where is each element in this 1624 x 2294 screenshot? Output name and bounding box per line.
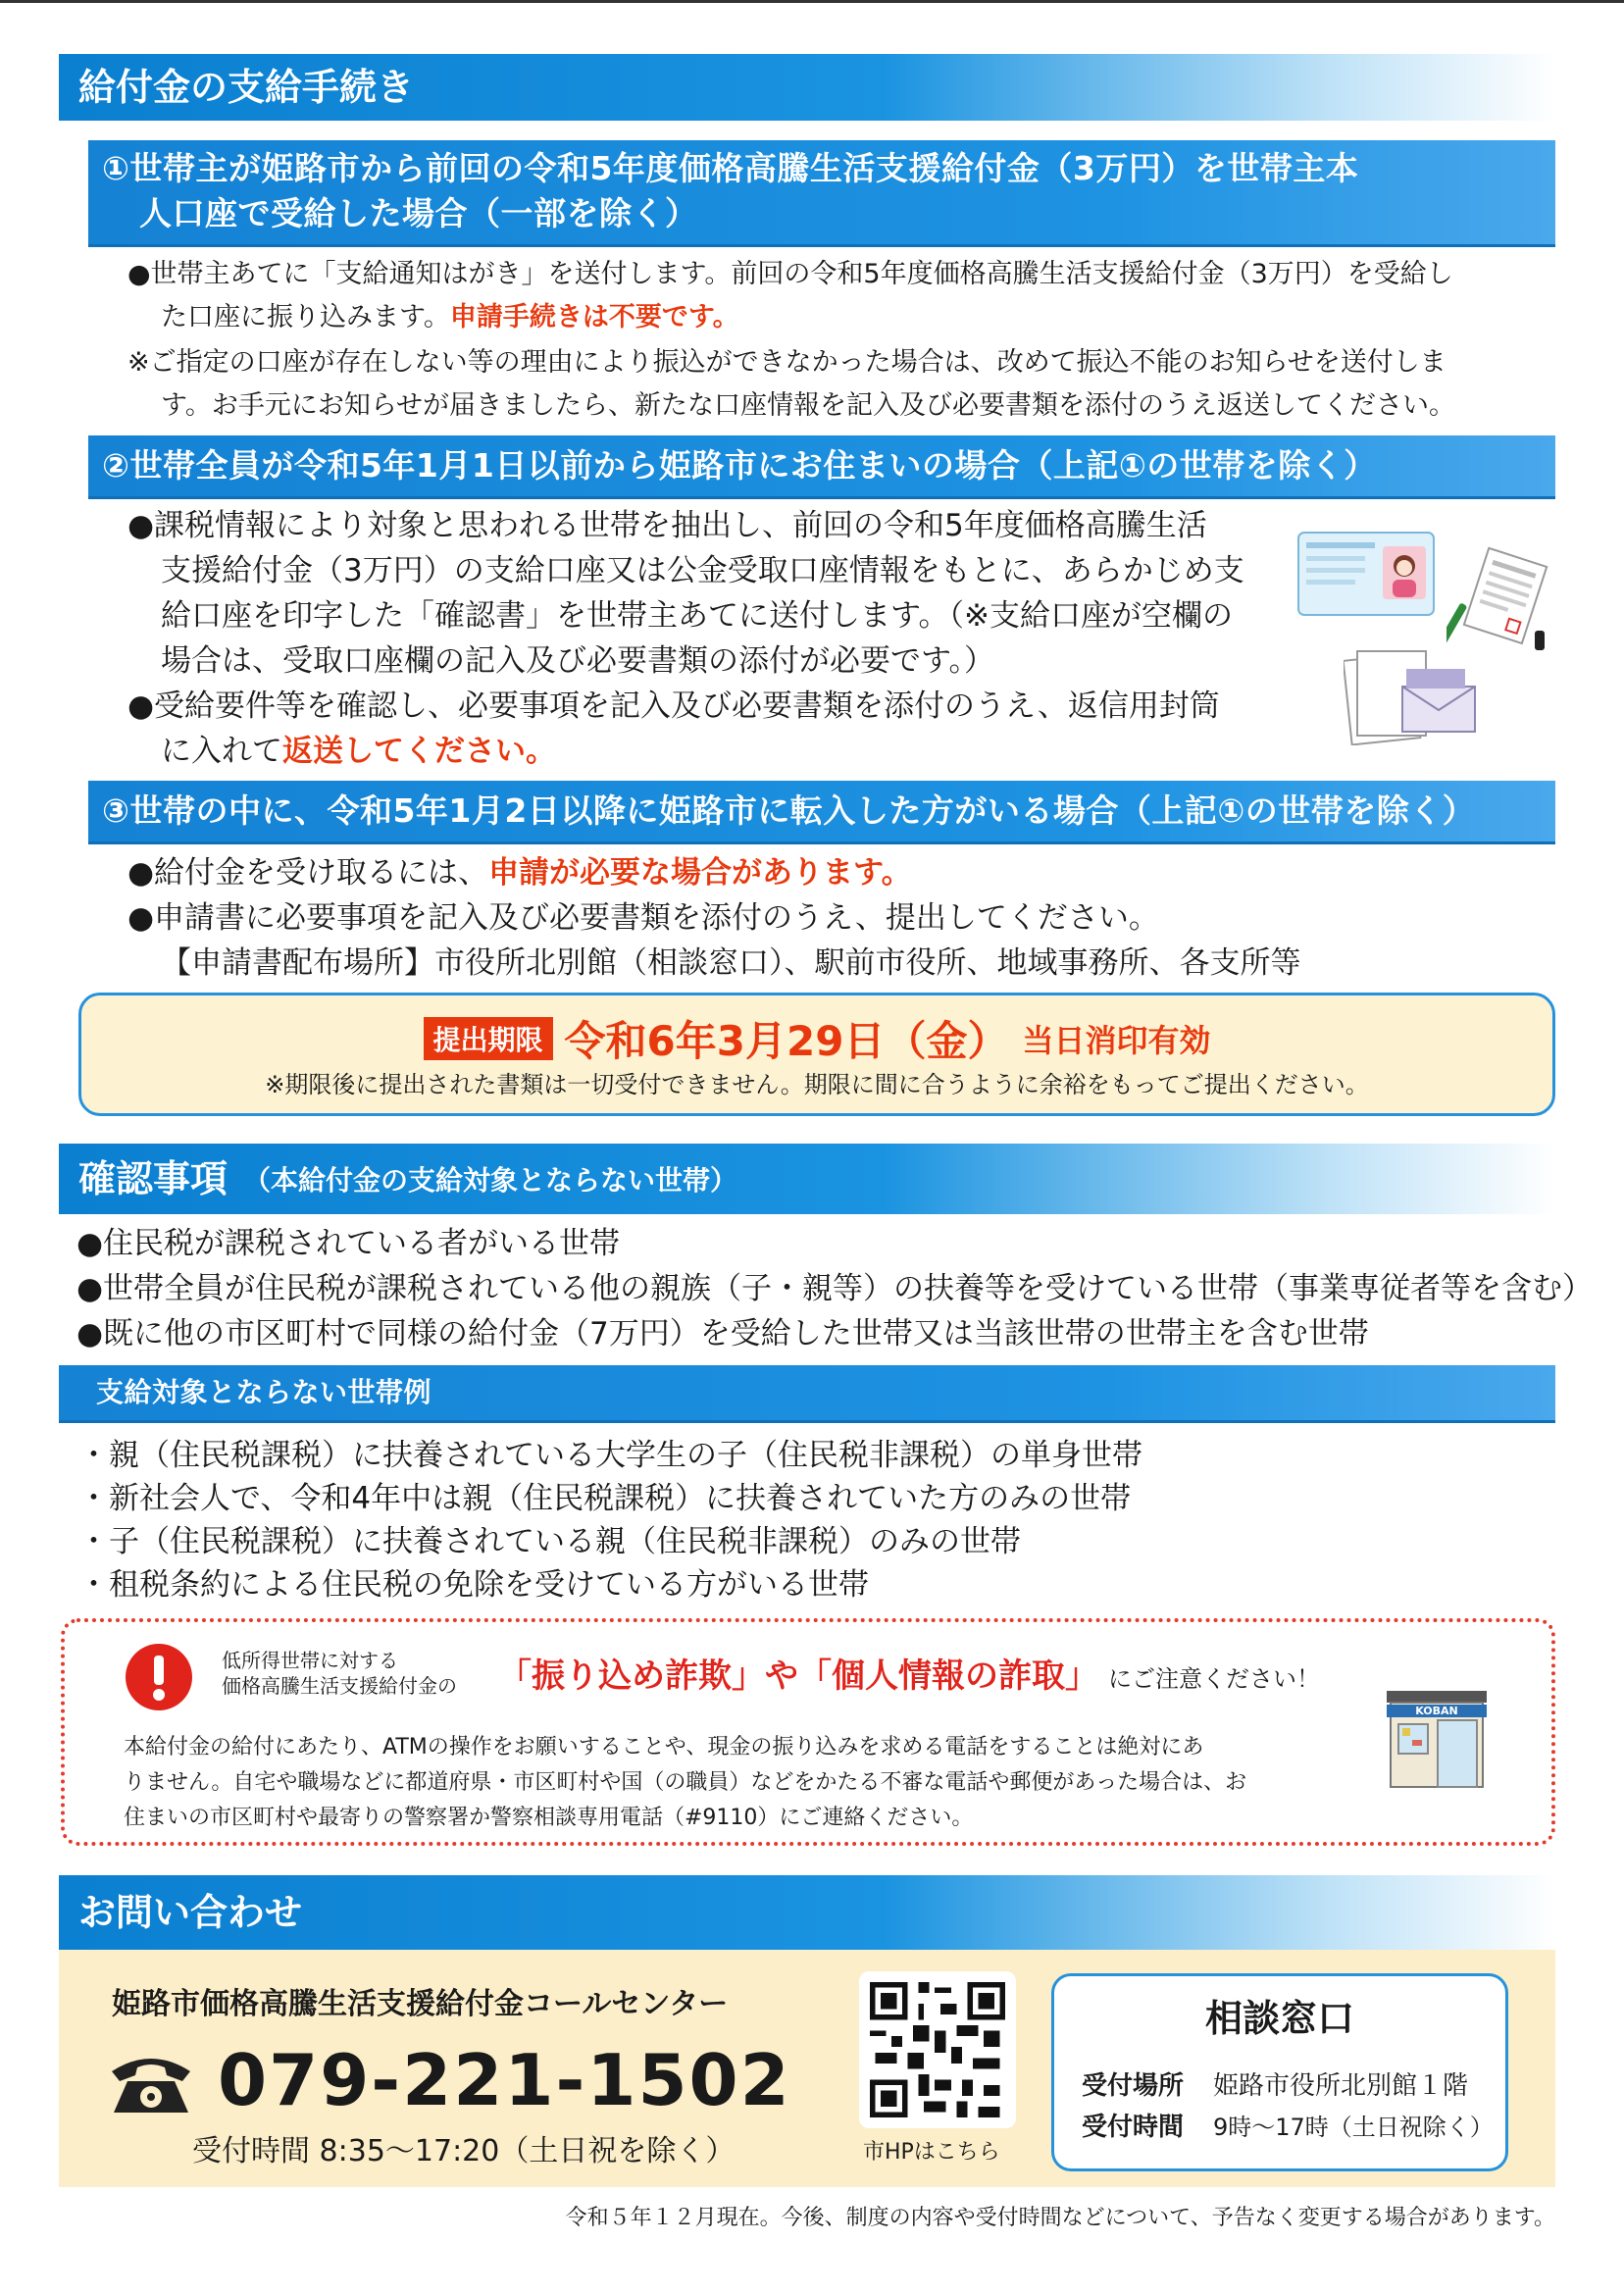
confirm-heading xyxy=(59,1144,1555,1214)
deadline-date: 令和6年3月29日（金） xyxy=(564,1017,1009,1065)
case3-line1 xyxy=(127,851,912,894)
fraud-body-3: 住まいの市区町村や最寄りの警察署か警察相談専用電話（#9110）にご連絡ください。 xyxy=(124,1806,974,1830)
place-label: 受付場所 xyxy=(1082,2071,1185,2101)
case2-line3: 給口座を印字した「確認書」を世帯主あてに送付します。（※支給口座が空欄の xyxy=(161,598,1233,634)
example-3: ・子（住民税課税）に扶養されている親（住民税非課税）のみの世帯 xyxy=(78,1524,1021,1559)
case2-line6-text: に入れて xyxy=(161,734,282,769)
case2-title xyxy=(88,435,1555,499)
case3-line1-text: ●給付金を受け取るには、 xyxy=(127,855,489,891)
exclamation-icon xyxy=(124,1642,194,1712)
consultation-window-box xyxy=(1051,1973,1508,2171)
id-card-illustration xyxy=(1294,525,1442,623)
place-value: 姫路市役所北別館１階 xyxy=(1213,2071,1469,2101)
case2-line6 xyxy=(161,730,556,773)
confirm-item-3: ●既に他の市区町村で同様の給付金（7万円）を受給した世帯又は当該世帯の世帯主を含む世帯 xyxy=(76,1316,1369,1351)
case1-note1: ※ご指定の口座が存在しない等の理由により振込ができなかった場合は、改めて振込不能のお知らせを送付しま xyxy=(127,347,1446,378)
time-label: 受付時間 xyxy=(1082,2113,1185,2142)
confirm-heading-text: 確認事項 xyxy=(78,1157,228,1200)
case1-line1: ●世帯主あてに「支給通知はがき」を送付します。前回の令和5年度価格高騰生活支援給付金（3万円）を受給し xyxy=(127,259,1453,289)
fraud-body-1: 本給付金の給付にあたり、ATMの操作をお願いすることや、現金の振り込みを求める電話をすることは絶対にあ xyxy=(124,1735,1204,1759)
procedure-heading xyxy=(59,54,1555,121)
call-center-hours: 受付時間 8:35～17:20（土日祝を除く） xyxy=(192,2134,736,2168)
contact-heading xyxy=(59,1875,1555,1950)
case3-line2: ●申請書に必要事項を記入及び必要書類を添付のうえ、提出してください。 xyxy=(127,900,1159,936)
call-center-name: 姫路市価格高騰生活支援給付金コールセンター xyxy=(112,1987,729,2021)
example-1: ・親（住民税課税）に扶養されている大学生の子（住民税非課税）の単身世帯 xyxy=(78,1438,1142,1473)
consultation-window-title: 相談窓口 xyxy=(1204,1997,1354,2040)
case1-line2 xyxy=(161,296,739,339)
case2-line4: 場合は、受取口座欄の記入及び必要書類の添付が必要です。） xyxy=(161,643,995,679)
case1-title xyxy=(88,140,1555,247)
case2-return-notice: 返送してください。 xyxy=(282,734,556,769)
fraud-body-2: りません。自宅や職場などに都道府県・市区町村や国（の職員）などをかたる不審な電話や郵便があった場合は、お xyxy=(124,1770,1247,1795)
koban-illustration xyxy=(1383,1689,1491,1791)
examples-heading-text: 支給対象とならない世帯例 xyxy=(96,1376,432,1408)
qr-code[interactable] xyxy=(859,1971,1016,2128)
telephone-icon xyxy=(106,2052,196,2115)
koban-label: KOBAN xyxy=(1387,1705,1487,1717)
case1-title-line2: 人口座で受給した場合（一部を除く） xyxy=(139,194,698,232)
fraud-small-2: 価格高騰生活支援給付金の xyxy=(222,1674,457,1698)
case3-application-needed: 申請が必要な場合があります。 xyxy=(488,855,912,891)
deadline-box xyxy=(78,993,1555,1116)
qr-caption: 市HPはこちら xyxy=(863,2140,1000,2165)
confirm-item-2: ●世帯全員が住民税が課税されている他の親族（子・親等）の扶養等を受けている世帯（事業専従者等を含む） xyxy=(76,1271,1594,1306)
deadline-tag: 提出期限 xyxy=(424,1017,553,1060)
top-rule xyxy=(0,0,1624,3)
time-value: 9時～17時（土日祝除く） xyxy=(1213,2114,1494,2141)
case3-title-text: ③世帯の中に、令和5年1月2日以降に姫路市に転入した方がいる場合（上記①の世帯を除く） xyxy=(102,791,1476,830)
fraud-small-1: 低所得世帯に対する xyxy=(222,1649,398,1672)
case3-distribution-places: 【申請書配布場所】市役所北別館（相談窓口）、駅前市役所、地域事務所、各支所等 xyxy=(161,945,1301,981)
case2-title-text: ②世帯全員が令和5年1月1日以前から姫路市にお住まいの場合（上記①の世帯を除く） xyxy=(102,446,1377,484)
fraud-headline: 「振り込め詐欺」や「個人情報の詐取」 xyxy=(498,1657,1098,1696)
case1-no-application: 申請手続きは不要です。 xyxy=(449,302,739,332)
case1-note2: す。お手元にお知らせが届きましたら、新たな口座情報を記入及び必要書類を添付のうえ返送してください。 xyxy=(161,390,1456,421)
example-2: ・新社会人で、令和4年中は親（住民税課税）に扶養されていた方のみの世帯 xyxy=(78,1481,1132,1516)
case1-title-line1: ①世帯主が姫路市から前回の令和5年度価格高騰生活支援給付金（3万円）を世帯主本 xyxy=(102,149,1359,187)
deadline-postmark: 当日消印有効 xyxy=(1022,1022,1211,1059)
contact-heading-text: お問い合わせ xyxy=(78,1891,303,1934)
case2-line5: ●受給要件等を確認し、必要事項を記入及び必要書類を添付のうえ、返信用封筒 xyxy=(127,688,1220,724)
confirm-item-1: ●住民税が課税されている者がいる世帯 xyxy=(76,1226,621,1261)
procedure-heading-text: 給付金の支給手続き xyxy=(78,66,415,109)
case2-line1: ●課税情報により対象と思われる世帯を抽出し、前回の令和5年度価格高騰生活 xyxy=(127,508,1207,543)
footer-note: 令和５年１２月現在。今後、制度の内容や受付時間などについて、予告なく変更する場合があります。 xyxy=(565,2206,1555,2230)
call-center-phone: 079-221-1502 xyxy=(218,2039,791,2121)
case1-line2-text: た口座に振り込みます。 xyxy=(161,302,450,332)
deadline-note: ※期限後に提出された書類は一切受付できません。期限に間に合うように余裕をもってご提出ください。 xyxy=(265,1071,1369,1098)
envelope-illustration xyxy=(1344,647,1481,745)
example-4: ・租税条約による住民税の免除を受けている方がいる世帯 xyxy=(78,1567,869,1603)
form-and-pen-illustration xyxy=(1446,544,1554,652)
case3-title xyxy=(88,781,1555,844)
examples-heading xyxy=(59,1365,1555,1423)
case2-line2: 支援給付金（3万円）の支給口座又は公金受取口座情報をもとに、あらかじめ支 xyxy=(161,553,1244,588)
confirm-heading-sub: （本給付金の支給対象とならない世帯） xyxy=(243,1164,738,1197)
fraud-headline-suffix: にご注意ください！ xyxy=(1108,1665,1320,1693)
deadline-row xyxy=(81,1009,1552,1068)
